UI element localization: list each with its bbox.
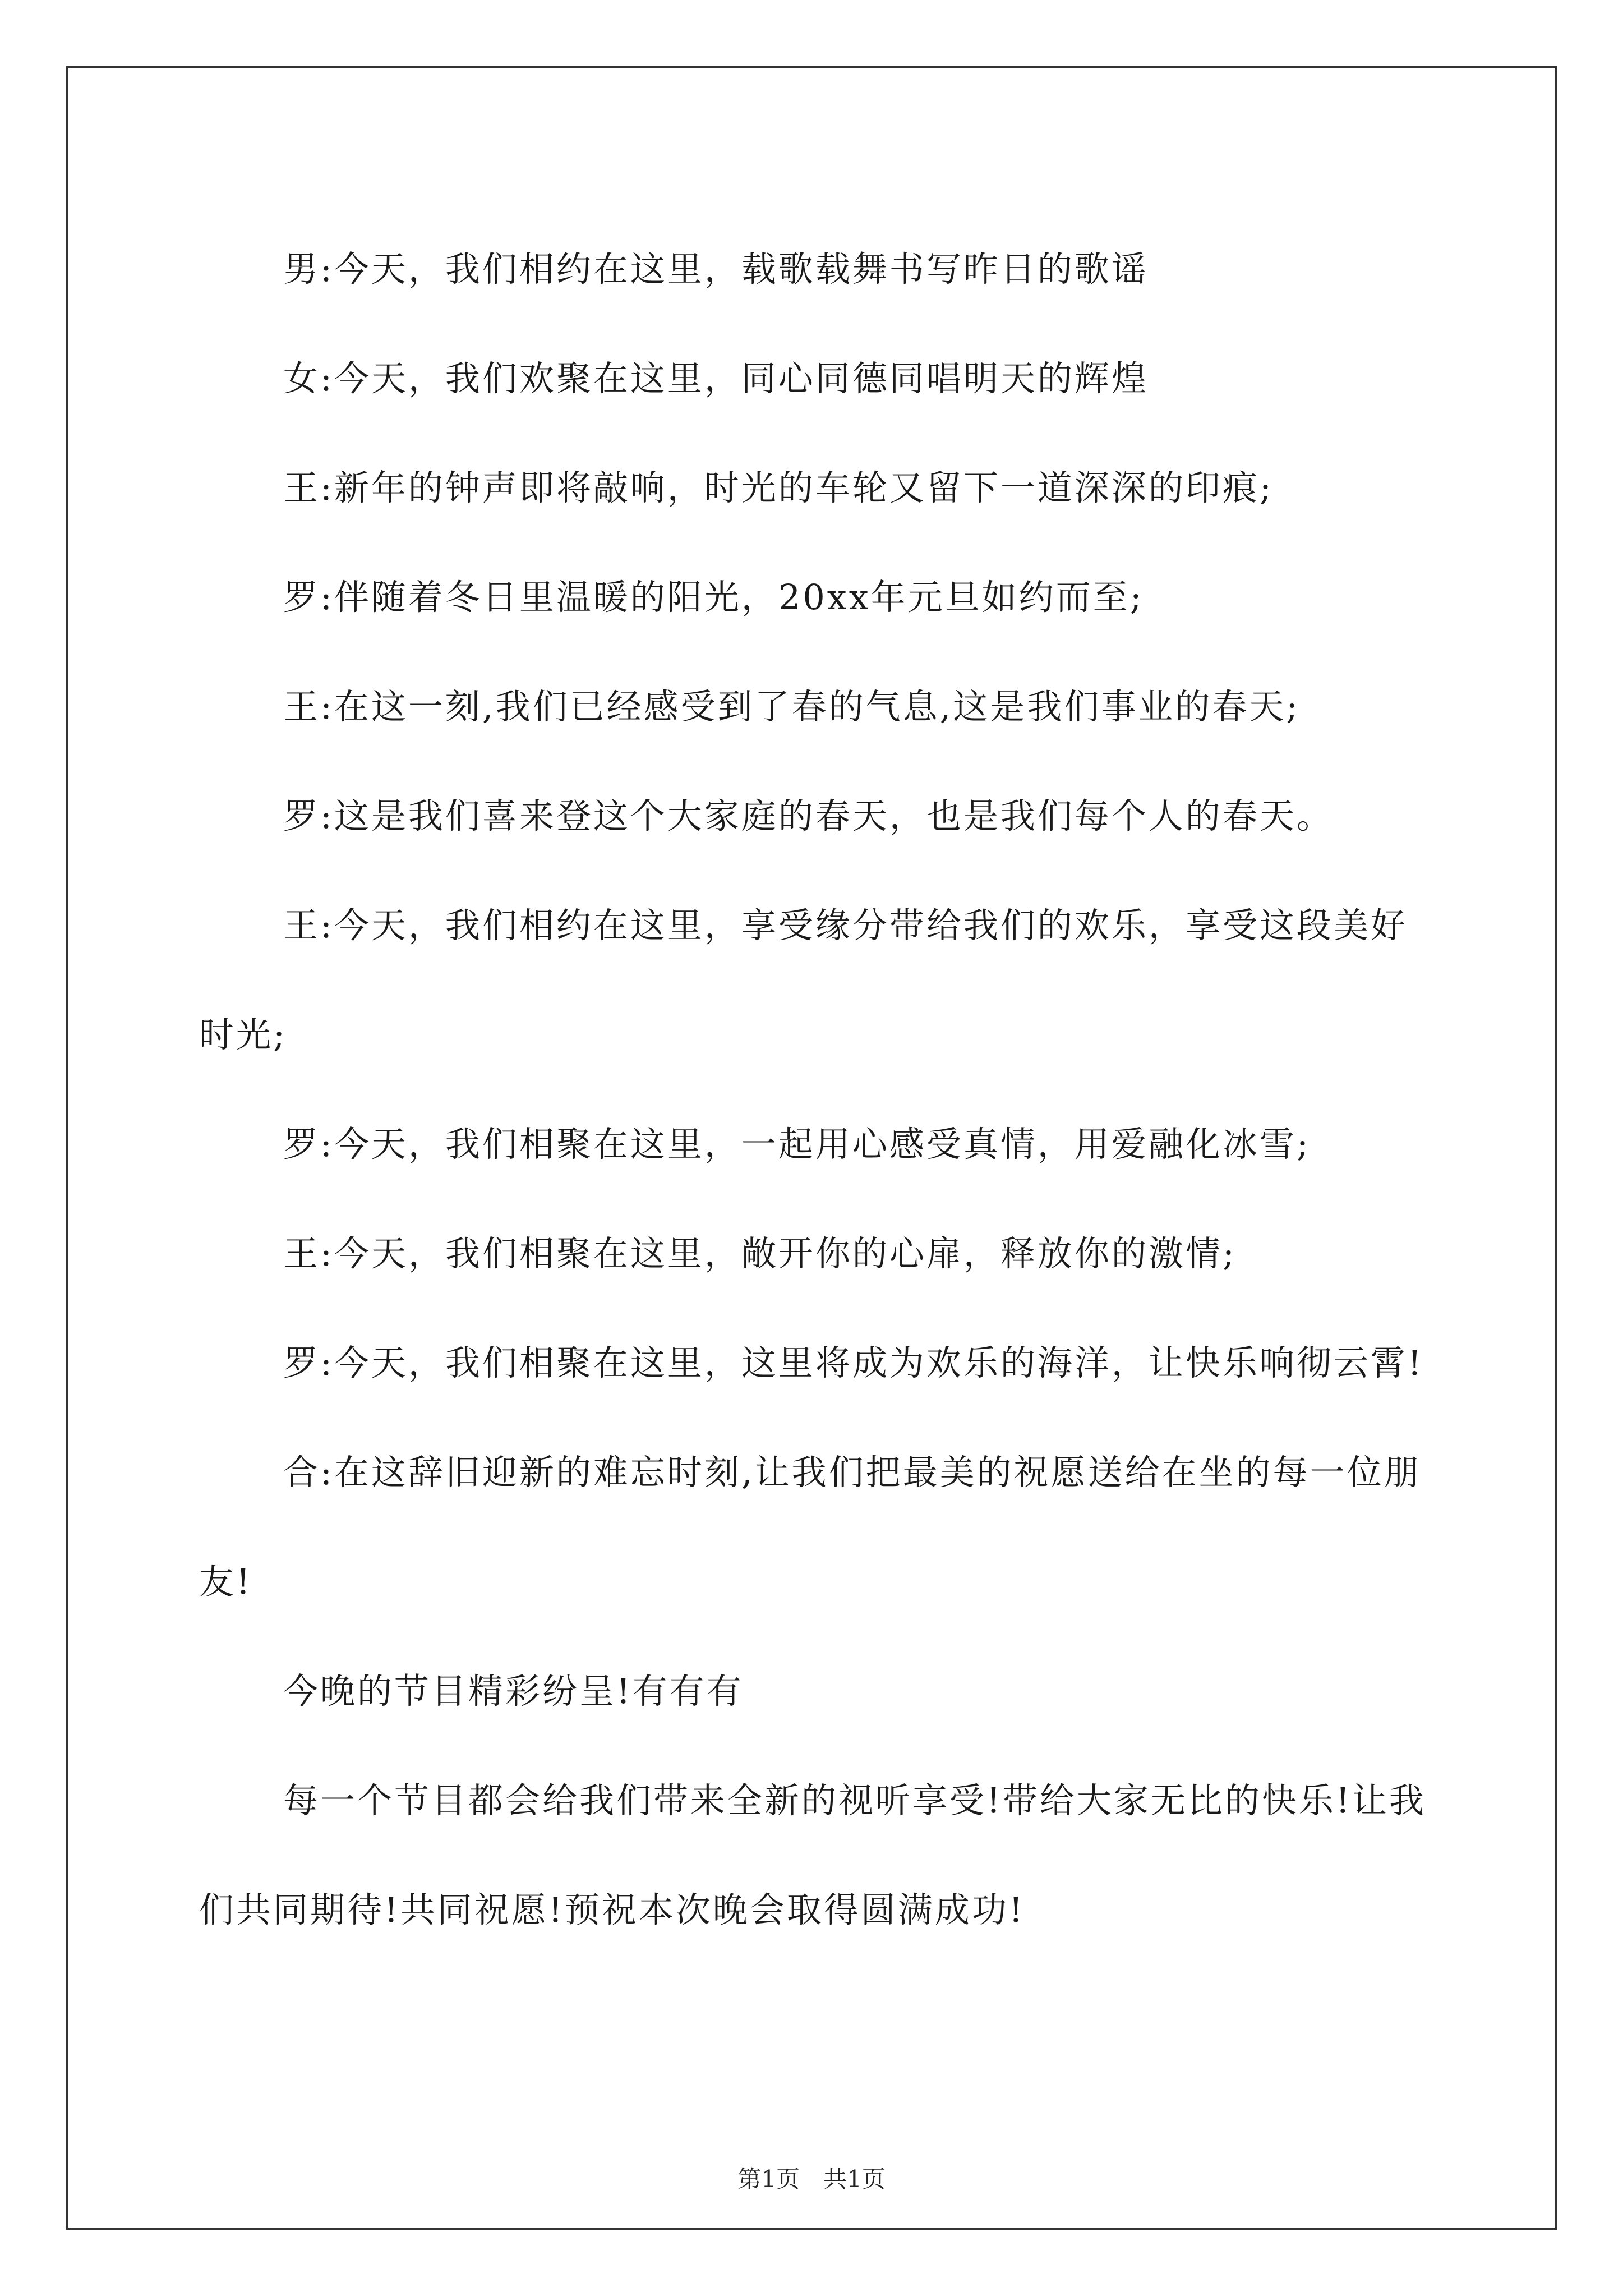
paragraph: 王:今天，我们相约在这里，享受缘分带给我们的欢乐，享受这段美好时光; <box>199 905 1408 1055</box>
paragraph: 合:在这辞旧迎新的难忘时刻,让我们把最美的祝愿送给在坐的每一位朋友! <box>199 1452 1421 1602</box>
paragraph: 王:新年的钟声即将敲响，时光的车轮又留下一道深深的印痕; <box>283 467 1274 508</box>
paragraph: 今晚的节目精彩纷呈!有有有 <box>283 1671 744 1711</box>
page-footer: 第1页 共1页 <box>737 2165 886 2193</box>
paragraph: 男:今天，我们相约在这里，载歌载舞书写昨日的歌谣 <box>283 249 1149 289</box>
paragraph: 王:在这一刻,我们已经感受到了春的气息,这是我们事业的春天; <box>283 686 1301 727</box>
paragraph: 女:今天，我们欢聚在这里，同心同德同唱明天的辉煌 <box>283 358 1149 399</box>
paragraph: 罗:这是我们喜来登这个大家庭的春天，也是我们每个人的春天。 <box>283 795 1334 836</box>
paragraph: 罗:伴随着冬日里温暖的阳光，20xx年元旦如约而至; <box>283 577 1144 618</box>
paragraph: 罗:今天，我们相聚在这里，这里将成为欢乐的海洋，让快乐响彻云霄! <box>283 1342 1424 1383</box>
document-body <box>199 214 1433 1964</box>
paragraph: 王:今天，我们相聚在这里，敞开你的心扉，释放你的激情; <box>283 1233 1237 1274</box>
paragraph: 每一个节目都会给我们带来全新的视听享受!带给大家无比的快乐!让我们共同期待!共同祝愿!预祝本次晚会取得圆满成功! <box>199 1780 1426 1930</box>
paragraph: 罗:今天，我们相聚在这里，一起用心感受真情，用爱融化冰雪; <box>283 1124 1311 1165</box>
